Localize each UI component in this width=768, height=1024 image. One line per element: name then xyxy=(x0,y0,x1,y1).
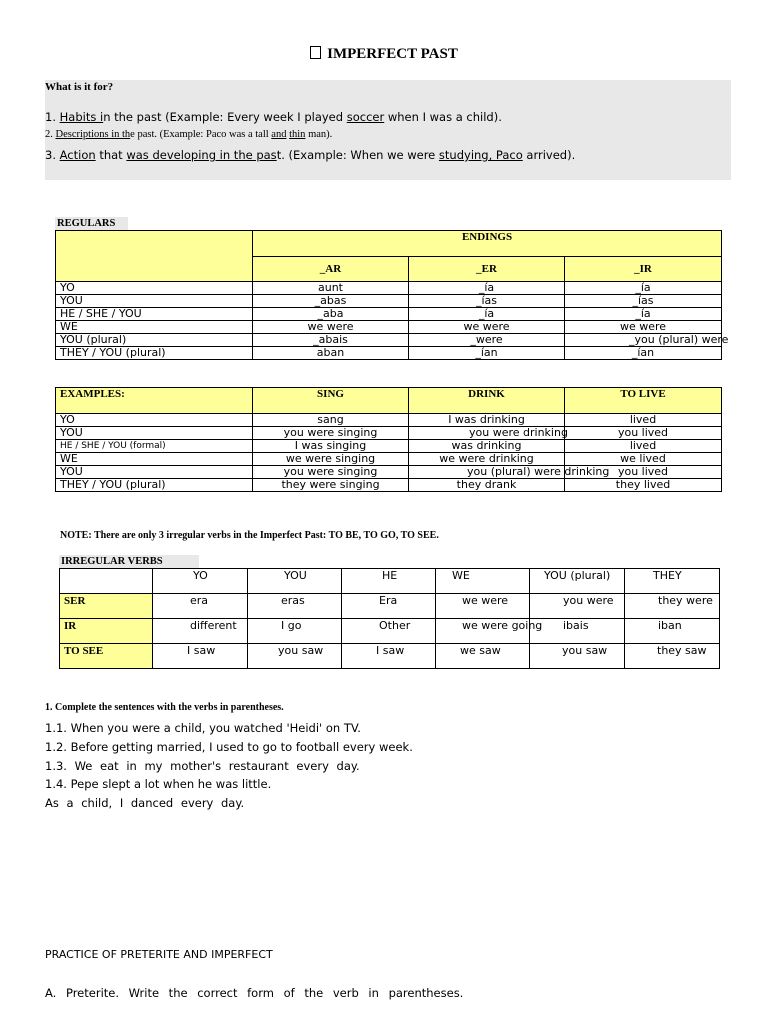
col-he-header: HE xyxy=(342,569,436,594)
drink-header: DRINK xyxy=(409,388,565,414)
exercise-line: 1.4. Pepe slept a lot when he was little. xyxy=(45,777,272,791)
use-line-habits: 1. Habits in the past (Example: Every week I played soccer when I was a child). xyxy=(45,110,502,124)
endings-header: ENDINGS xyxy=(253,231,722,257)
exercise-line: 1.1. When you were a child, you watched 'Heidi' on TV. xyxy=(45,721,361,735)
col-you-plural-header: YOU (plural) xyxy=(530,569,625,594)
irregular-verbs-table xyxy=(59,568,720,669)
table-row: YOU (plural) _abais _were _you (plural) were xyxy=(56,334,722,347)
table-row: YOU you were singing you (plural) were drinking you lived xyxy=(56,466,722,479)
irregular-note: NOTE: There are only 3 irregular verbs in the Imperfect Past: TO BE, TO GO, TO SEE. xyxy=(60,530,439,541)
table-row: HE / SHE / YOU (formal) I was singing was drinking lived xyxy=(56,440,722,453)
page-title: IMPERFECT PAST xyxy=(0,46,768,63)
practice-instruction: A. Preterite. Write the correct form of the verb in parentheses. xyxy=(45,986,464,1000)
table-row: HE / SHE / YOU _aba _ía _ía xyxy=(56,308,722,321)
exercise-line: As a child, I danced every day. xyxy=(45,796,245,810)
regulars-table xyxy=(55,230,729,360)
use-line-action: 3. Action that was developing in the past. (Example: When we were studying, Paco arrived). xyxy=(45,148,576,162)
table-row: TO SEE I saw you saw I saw we saw you saw they saw xyxy=(60,644,720,669)
use-line-descriptions: 2. Descriptions in the past. (Example: Paco was a tall and thin man). xyxy=(45,129,333,140)
table-row: SER era eras Era we were you were they were xyxy=(60,594,720,619)
col-they-header: THEY xyxy=(625,569,720,594)
table-row: YO aunt _ía _ía xyxy=(56,282,722,295)
table-row: IR different I go Other we were going ibais iban xyxy=(60,619,720,644)
what-heading: What is it for? xyxy=(45,81,114,93)
sing-header: SING xyxy=(253,388,409,414)
col-we-header: WE xyxy=(436,569,530,594)
exercise-line: 1.2. Before getting married, I used to go to football every week. xyxy=(45,740,413,754)
table-row: WE we were we were we were xyxy=(56,321,722,334)
table-row: YOU you were singing you were drinking you lived xyxy=(56,427,722,440)
ending-er-header: _ER xyxy=(409,257,565,282)
table-row: THEY / YOU (plural) aban _ían _ían xyxy=(56,347,722,360)
irregular-corner-cell xyxy=(60,569,153,594)
regulars-label: REGULARS xyxy=(55,217,128,230)
checkbox-icon xyxy=(310,46,321,59)
practice-title: PRACTICE OF PRETERITE AND IMPERFECT xyxy=(45,948,273,961)
col-you-header: YOU xyxy=(248,569,342,594)
table-row: THEY / YOU (plural) they were singing they drank they lived xyxy=(56,479,722,492)
exercise-line: 1.3. We eat in my mother's restaurant every day. xyxy=(45,759,360,773)
examples-header: EXAMPLES: xyxy=(56,388,253,414)
table-row: YO sang I was drinking lived xyxy=(56,414,722,427)
table-row: YOU _abas _ías _ías xyxy=(56,295,722,308)
examples-table xyxy=(55,387,722,492)
regulars-corner-cell xyxy=(56,231,253,282)
exercise-heading: 1. Complete the sentences with the verbs in parentheses. xyxy=(45,702,284,713)
ending-ar-header: _AR xyxy=(253,257,409,282)
to-live-header: TO LIVE xyxy=(565,388,722,414)
irregular-verbs-label: IRREGULAR VERBS xyxy=(59,555,199,568)
col-yo-header: YO xyxy=(153,569,248,594)
ending-ir-header: _IR xyxy=(565,257,722,282)
table-row: WE we were singing we were drinking we lived xyxy=(56,453,722,466)
